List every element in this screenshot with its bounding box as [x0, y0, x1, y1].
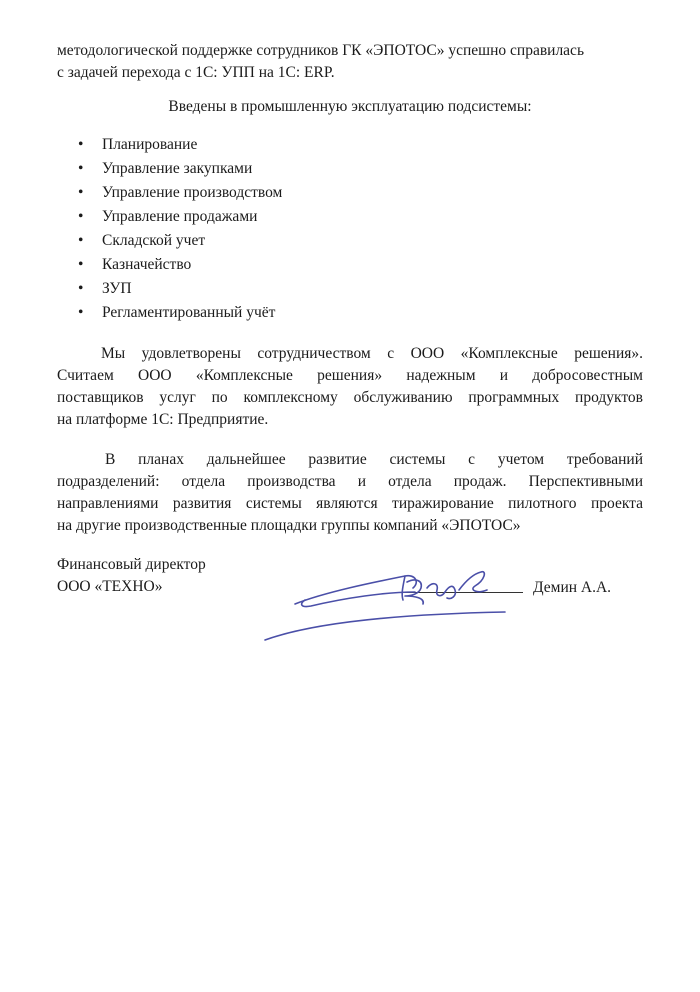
- bullet-icon: •: [78, 208, 84, 225]
- signatory-name: Демин А.А.: [533, 579, 612, 596]
- paragraph-line: В планах дальнейшее развитие системы с учетом требований: [105, 451, 643, 468]
- list-item: • Управление закупками: [78, 157, 282, 181]
- paragraph-line: Считаем ООО «Комплексные решения» надежным и добросовестным: [57, 367, 643, 384]
- bullet-icon: •: [78, 232, 84, 249]
- list-item: • ЗУП: [78, 277, 282, 301]
- list-item: • Складской учет: [78, 229, 282, 253]
- list-item: • Управление продажами: [78, 205, 282, 229]
- paragraph-line: подразделений: отдела производства и отдела продаж. Перспективными: [57, 473, 643, 490]
- signatory-position: Финансовый директор: [57, 556, 206, 573]
- intro-line: методологической поддержке сотрудников ГК «ЭПОТОС» успешно справилась: [57, 42, 585, 59]
- bullet-icon: •: [78, 280, 84, 297]
- intro-paragraph: [57, 40, 647, 84]
- signatory-company: ООО «ТЕХНО»: [57, 578, 163, 595]
- handwritten-signature: [255, 552, 515, 647]
- paragraph-line: Мы удовлетворены сотрудничеством с ООО «Комплексные решения».: [101, 345, 643, 362]
- paragraph-line: на другие производственные площадки группы компаний «ЭПОТОС»: [57, 517, 521, 534]
- list-item: • Регламентированный учёт: [78, 301, 282, 325]
- bullet-icon: •: [78, 256, 84, 273]
- signatory-block: [57, 554, 206, 598]
- intro-line: с задачей перехода с 1С: УПП на 1С: ERP.: [57, 64, 335, 81]
- bullet-icon: •: [78, 136, 84, 153]
- bullet-icon: •: [78, 184, 84, 201]
- bullet-icon: •: [78, 160, 84, 177]
- list-item: • Управление производством: [78, 181, 282, 205]
- list-item: • Планирование: [78, 133, 282, 157]
- plans-paragraph: [57, 449, 643, 537]
- bullet-icon: •: [78, 304, 84, 321]
- paragraph-line: поставщиков услуг по комплексному обслуживанию программных продуктов: [57, 389, 643, 406]
- subsystems-list: [78, 133, 282, 325]
- paragraph-line: направлениями развития системы являются тиражирование пилотного проекта: [57, 495, 643, 512]
- satisfaction-paragraph: [57, 343, 643, 431]
- subsystems-heading: Введены в промышленную эксплуатацию подсистемы:: [168, 98, 532, 115]
- paragraph-line: на платформе 1С: Предприятие.: [57, 411, 269, 428]
- list-item: • Казначейство: [78, 253, 282, 277]
